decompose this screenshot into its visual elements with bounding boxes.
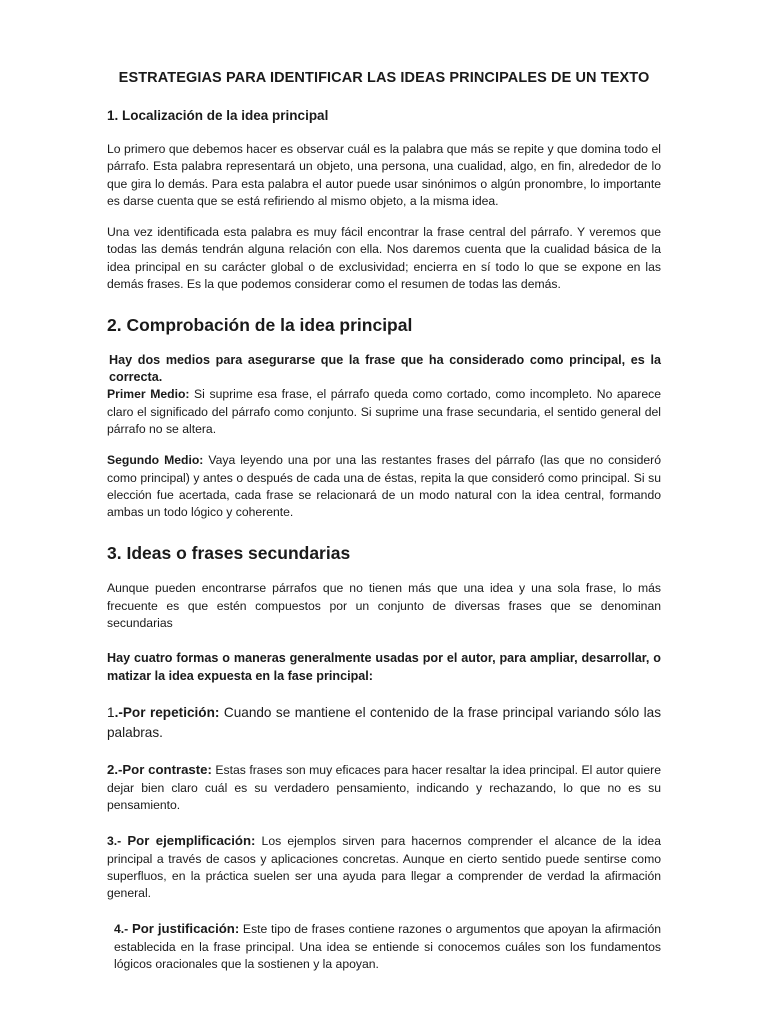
- item-3-text: Los ejemplos sirven para hacernos comprender el alcance de la idea principal a través de casos y aplicaciones concretas. Aunque en cierto sentido puede sentirse como superfluos, en la práctica suelen ser una ayuda para llegar a comprender de verdad la afirmación general.: [107, 834, 661, 901]
- section3-bold-intro: Hay cuatro formas o maneras generalmente usadas por el autor, para ampliar, desarrollar, o matizar la idea expuesta en la fase principal:: [107, 651, 661, 683]
- item-3-label: Por ejemplificación:: [127, 833, 256, 849]
- section2-heading: 2. Comprobación de la idea principal: [107, 315, 413, 336]
- medio-2-text: Vaya leyendo una por una las restantes frases del párrafo (las que no consideró como principal) y antes o después de cada una de éstas, repita la que consideró como principal. Si su elección fue acertada, cada frase se relacionará de un modo natural con la idea central, formando ambas un todo lógico y coherente.: [107, 453, 662, 520]
- item-2-text: Estas frases son muy eficaces para hacer resaltar la idea principal. El autor quiere dejar bien claro cuál es su verdadero pensamiento, indicando y rechazando, lo que no es su pensamiento.: [107, 763, 661, 812]
- section2-medio-2: [107, 452, 661, 521]
- item-1-number: 1: [107, 705, 115, 721]
- list-item-justificacion: [107, 920, 661, 973]
- item-3-number: 3.-: [107, 834, 128, 849]
- item-1-text: Cuando se mantiene el contenido de la frase principal variando sólo las palabras.: [107, 705, 662, 741]
- item-4-label: Por justificación:: [131, 921, 240, 937]
- item-4-number: 4.-: [114, 922, 132, 937]
- list-item-repeticion: [107, 703, 661, 743]
- document-body: [107, 70, 661, 973]
- document-title: ESTRATEGIAS PARA IDENTIFICAR LAS IDEAS PRINCIPALES DE UN TEXTO: [118, 70, 650, 86]
- list-item-contraste: [107, 761, 661, 814]
- section3-heading: 3. Ideas o frases secundarias: [107, 543, 351, 564]
- section1-heading: 1. Localización de la idea principal: [107, 108, 329, 123]
- item-2-label: 2.-Por contraste:: [107, 762, 212, 778]
- item-4-text: Este tipo de frases contiene razones o argumentos que apoyan la afirmación establecida en la frase principal. Una idea se entiende si conocemos cuáles son los fundamentos lógicos oracionales que la sostienen y la apoyan.: [114, 922, 662, 972]
- medio-2-label: Segundo Medio:: [107, 453, 204, 468]
- section2-intro: Hay dos medios para asegurarse que la frase que ha considerado como principal, es la correcta.: [109, 353, 661, 385]
- section1-paragraph-1: Lo primero que debemos hacer es observar cuál es la palabra que más se repite y que domina todo el párrafo. Esta palabra representará un objeto, una persona, una cualidad, algo, en fin, alrededor de lo que gira lo demás. Para esta palabra el autor puede usar sinónimos o algún pronombre, lo importante es darse cuenta que se está refiriendo al mismo objeto, a la misma idea.: [107, 142, 661, 208]
- section1-paragraph-2: Una vez identificada esta palabra es muy fácil encontrar la frase central del párrafo. Y veremos que todas las demás tendrán alguna relación con ella. Nos daremos cuenta que la cualidad básica de la idea principal en su carácter global o de exclusividad; encierra en sí todo lo que se expone en las demás frases. Es la que podemos considerar como el resumen de todas las demás.: [107, 225, 661, 292]
- medio-1-label: Primer Medio:: [107, 387, 190, 402]
- item-1-label: .-Por repetición:: [114, 705, 220, 721]
- medio-1-text: Si suprime esa frase, el párrafo queda como cortado, como incompleto. No aparece claro el significado del párrafo como conjunto. Si suprime una frase secundaria, el sentido general del párrafo no se altera.: [107, 387, 661, 436]
- section3-paragraph-1: Aunque pueden encontrarse párrafos que no tienen más que una idea y una sola frase, lo más frecuente es que estén compuestos por un conjunto de diversas frases que se denominan secundarias: [107, 581, 661, 631]
- section2-medio-1: [107, 386, 661, 438]
- list-item-ejemplificacion: [107, 832, 661, 902]
